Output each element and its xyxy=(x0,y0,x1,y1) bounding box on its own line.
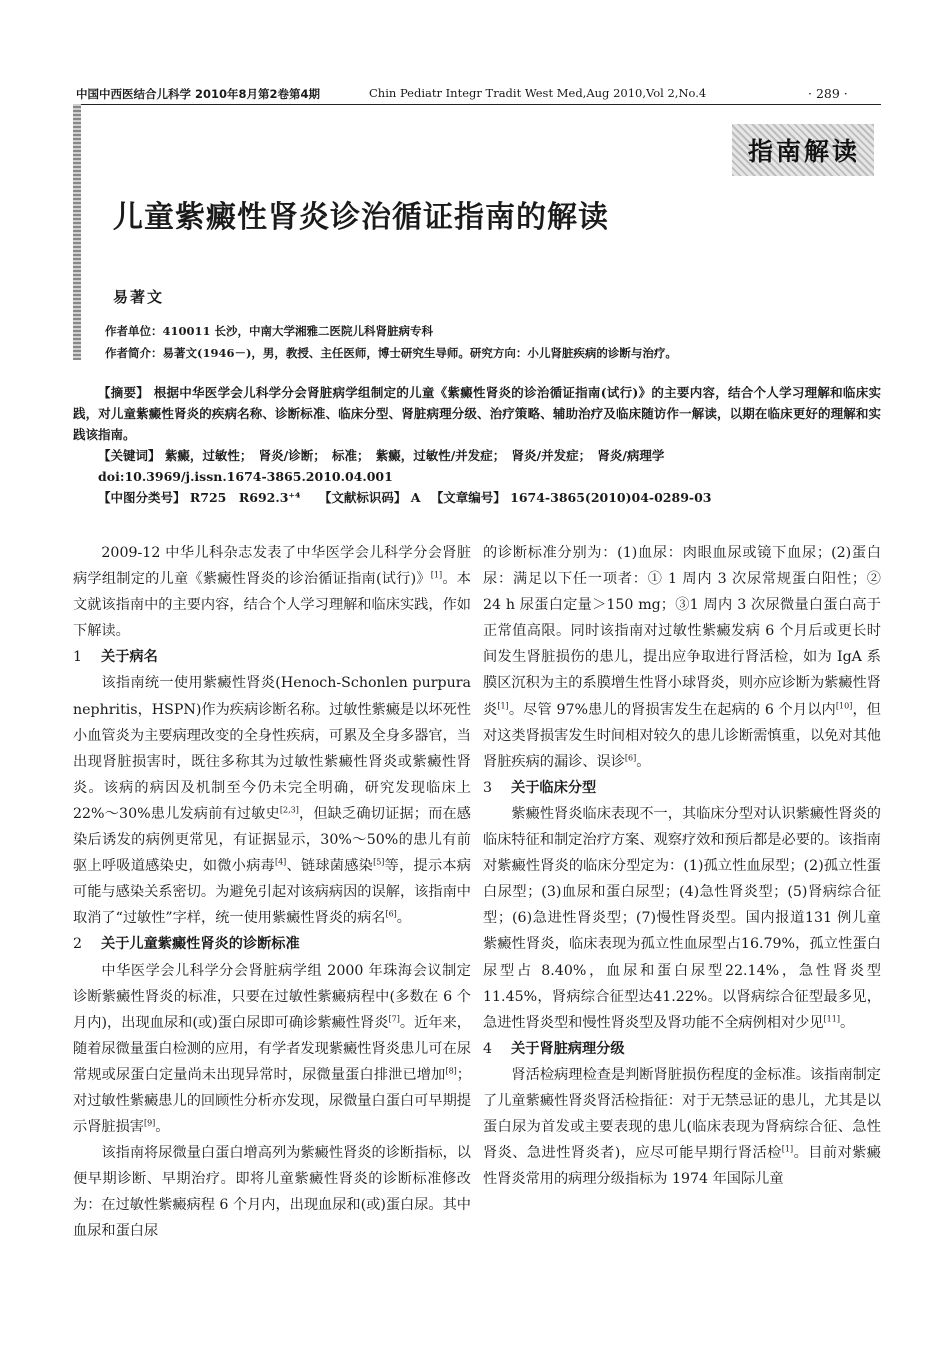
abstract-text: 根据中华医学会儿科学分会肾脏病学组制定的儿童《紫癜性肾炎的诊治循证指南(试行)》的主要内容，结合个人学习理解和临床实践，对儿童紫癜性肾炎的疾病名称、诊断标准、临床分型、肾脏病理分级、治疗策略、辅助治疗及临床随访作一解读，以期在临床更好的理解和实践该指南。 xyxy=(73,385,881,442)
citation-marker: [8] xyxy=(445,1066,457,1076)
keywords-paragraph xyxy=(73,445,881,466)
body-paragraph: 的诊断标准分别为：(1)血尿：肉眼血尿或镜下血尿；(2)蛋白尿：满足以下任一项者：① 1 周内 3 次尿常规蛋白阳性；② 24 h 尿蛋白定量＞150 mg；③1 周内 3 次尿微量白蛋白高于正常值高限。同时该指南对过敏性紫癜发病 6 个月后或更长时间发生肾脏损伤的患儿，提出应争取进行肾活检，如为 IgA 系膜区沉积为主的系膜增生性肾小球肾炎，则亦应诊断为紫癜性肾炎[1]。尽管 97%患儿的肾损害发生在起病的 6 个月以内[10]，但对这类肾损害发生时间相对较久的患儿诊断需慎重，以免对其他肾脏疾病的漏诊、误诊[6]。 xyxy=(483,545,881,770)
body-paragraph: 肾活检病理检查是判断肾脏损伤程度的金标准。该指南制定了儿童紫癜性肾炎肾活检指征：对于无禁忌证的患儿，尤其是以蛋白尿为首发或主要表现的患儿(临床表现为肾病综合征、急性肾炎、急进性肾炎者)，应尽可能早期行肾活检[1]。目前对紫癜性肾炎常用的病理分级指标为 1974 年国际儿童 xyxy=(483,1066,881,1188)
doi-line xyxy=(73,466,881,487)
citation-marker: [7] xyxy=(388,1013,400,1023)
citation-marker: [4] xyxy=(274,857,287,867)
section-heading xyxy=(483,775,881,801)
section-badge: 指南解读 xyxy=(748,137,861,166)
article-number-value: 1674-3865(2010)04-0289-03 xyxy=(510,490,712,505)
doc-code-value: A xyxy=(410,490,421,505)
section-heading xyxy=(73,931,471,957)
doc-code-label: 【文献标识码】 xyxy=(318,490,407,505)
section-heading-text: 关于临床分型 xyxy=(511,779,597,796)
section-heading-text: 关于儿童紫癜性肾炎的诊断标准 xyxy=(101,936,300,953)
author-affiliation: 作者单位：410011 长沙，中南大学湘雅二医院儿科肾脏病专科 xyxy=(105,324,434,338)
body-column-right xyxy=(483,540,881,1192)
citation-marker: [1] xyxy=(497,700,509,710)
body-column-left xyxy=(73,540,471,1245)
page-number: · 289 · xyxy=(808,86,848,101)
doi-text: doi:10.3969/j.issn.1674-3865.2010.04.001 xyxy=(98,469,393,484)
header-rule xyxy=(73,104,881,105)
abstract-paragraph xyxy=(73,382,881,445)
section-number: 2 xyxy=(73,936,83,953)
journal-header-en: Chin Pediatr Integr Tradit West Med,Aug 2010,Vol 2,No.4 xyxy=(369,86,707,100)
clc-label: 【中图分类号】 xyxy=(98,490,186,505)
classification-line xyxy=(73,487,881,508)
citation-marker: [1] xyxy=(430,570,443,580)
citation-marker: [9] xyxy=(143,1118,156,1128)
body-paragraph: 紫癜性肾炎临床表现不一，其临床分型对认识紫癜性肾炎的临床特征和制定治疗方案、观察疗效和预后都是必要的。该指南对紫癜性肾炎的临床分型定为：(1)孤立性血尿型；(2)孤立性蛋白尿型；(3)血尿和蛋白尿型；(4)急性肾炎型；(5)肾病综合征型；(6)急进性肾炎型；(7)慢性肾炎型。国内报道131 例儿童紫癜性肾炎，临床表现为孤立性血尿型占16.79%，孤立性蛋白尿型占 8.40%，血尿和蛋白尿型22.14%，急性肾炎型 11.45%，肾病综合征型达41.22%。以肾病综合征型最多见，急进性肾炎型和慢性肾炎型及肾功能不全病例相对少见[11]。 xyxy=(483,805,881,1031)
keywords-text: 紫癜，过敏性； 肾炎/诊断； 标准； 紫癜，过敏性/并发症； 肾炎/并发症； 肾炎/病理学 xyxy=(164,448,665,463)
author-bio: 作者简介：易著文(1946－)，男，教授、主任医师，博士研究生导师。研究方向：小儿肾脏疾病的诊断与治疗。 xyxy=(105,346,677,360)
section-heading xyxy=(73,644,471,670)
clc-value: R725 R692.3⁺⁴ xyxy=(189,490,301,505)
body-paragraph: 中华医学会儿科学分会肾脏病学组 2000 年珠海会议制定诊断紫癜性肾炎的标准，只要在过敏性紫癜病程中(多数在 6 个月内)，出现血尿和(或)蛋白尿即可确诊紫癜性肾炎[7]。近年来，随着尿微量蛋白检测的应用，有学者发现紫癜性肾炎患儿可在尿常规或尿蛋白定量尚未出现异常时，尿微量蛋白排泄已增加[8]；对过敏性紫癜患儿的回顾性分析亦发现，尿微量白蛋白可早期提示肾脏损害[9]。 xyxy=(73,962,471,1136)
citation-marker: [1] xyxy=(781,1144,794,1154)
author-name: 易著文 xyxy=(113,288,165,306)
section-heading xyxy=(483,1036,881,1062)
section-number: 1 xyxy=(73,649,83,666)
section-number: 3 xyxy=(483,779,493,796)
article-number-label: 【文章编号】 xyxy=(430,490,506,505)
journal-header-cn: 中国中西医结合儿科学 2010年8月第2卷第4期 xyxy=(76,87,321,101)
abstract-label: 【摘要】 xyxy=(98,385,150,400)
citation-marker: [11] xyxy=(823,1013,840,1023)
section-heading-text: 关于肾脏病理分级 xyxy=(511,1040,625,1057)
citation-marker: [2,3] xyxy=(279,805,299,815)
body-paragraph: 该指南将尿微量白蛋白增高列为紫癜性肾炎的诊断指标，以便早期诊断、早期治疗。即将儿童紫癜性肾炎的诊断标准修改为：在过敏性紫癜病程 6 个月内，出现血尿和(或)蛋白尿。其中血尿和蛋白尿 xyxy=(73,1145,471,1240)
citation-marker: [6] xyxy=(385,909,397,919)
citation-marker: [6] xyxy=(624,753,637,763)
citation-marker: [5] xyxy=(373,857,385,867)
section-heading-text: 关于病名 xyxy=(101,649,158,666)
article-title: 儿童紫癜性肾炎诊治循证指南的解读 xyxy=(113,200,609,235)
body-paragraph: 2009-12 中华儿科杂志发表了中华医学会儿科学分会肾脏病学组制定的儿童《紫癜性肾炎的诊治循证指南(试行)》[1]。本文就该指南中的主要内容，结合个人学习理解和临床实践，作如下解读。 xyxy=(73,545,471,640)
keywords-label: 【关键词】 xyxy=(98,448,161,463)
section-number: 4 xyxy=(483,1040,493,1057)
body-paragraph: 该指南统一使用紫癜性肾炎(Henoch-Schonlen purpura nephritis，HSPN)作为疾病诊断名称。过敏性紫癜是以坏死性小血管炎为主要病理改变的全身性疾病，可累及全身多器官，当出现肾脏损害时，既往多称其为过敏性紫癜性肾炎或紫癜性肾炎。该病的病因及机制至今仍未完全明确，研究发现临床上22%～30%患儿发病前有过敏史[2,3]，但缺乏确切证据；而在感染后诱发的病例更常见，有证据显示，30%～50%的患儿有前驱上呼吸道感染史，如微小病毒[4]、链球菌感染[5]等，提示本病可能与感染关系密切。为避免引起对该病病因的误解，该指南中取消了“过敏性”字样，统一使用紫癜性肾炎的病名[6]。 xyxy=(73,675,471,927)
citation-marker: [10] xyxy=(835,700,853,710)
abstract-block xyxy=(73,382,881,508)
decorative-side-bar xyxy=(73,104,81,360)
